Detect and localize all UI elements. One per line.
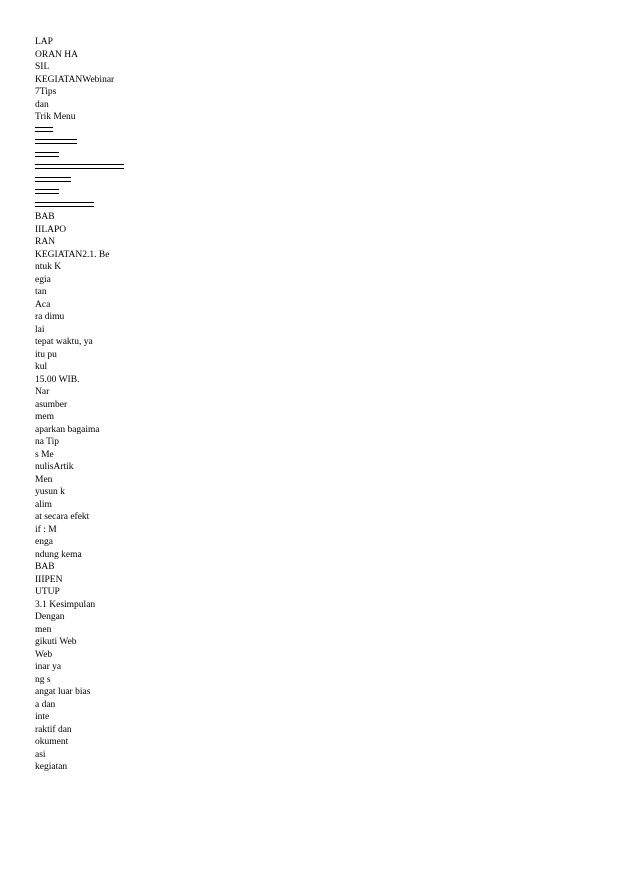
separator-rule: [35, 161, 595, 174]
text-line: men: [35, 624, 52, 635]
text-line: na Tip: [35, 437, 60, 447]
text-line: Nar: [35, 387, 50, 397]
text-line: a dan: [35, 699, 56, 710]
text-line: tepat waktu, ya: [35, 337, 93, 347]
text-line: lai: [35, 324, 45, 335]
text-line: RAN: [35, 237, 56, 247]
text-line: asumber: [35, 399, 68, 410]
text-line: IIIPEN: [35, 574, 63, 585]
separator-rule: [35, 124, 595, 137]
text-line: Trik Menu: [35, 112, 76, 122]
text-line: LAP: [35, 37, 53, 47]
text-line: UTUP: [35, 587, 60, 597]
text-line: s Me: [35, 449, 54, 460]
text-line: Web: [35, 649, 53, 660]
text-line: BAB: [35, 212, 55, 222]
text-line: BAB: [35, 562, 55, 572]
text-line: kegiatan: [35, 762, 68, 772]
text-line: aparkan bagaima: [35, 424, 100, 435]
text-line: SIL: [35, 62, 50, 72]
text-line: Men: [35, 474, 53, 485]
separator-rule: [35, 186, 595, 199]
text-line: itu pu: [35, 349, 57, 360]
text-line: inar ya: [35, 662, 62, 672]
text-line: Aca: [35, 299, 51, 310]
text-line: enga: [35, 537, 53, 547]
text-line: 3.1 Kesimpulan: [35, 599, 96, 610]
text-line: ndung kema: [35, 549, 82, 560]
text-line: ORAN HA: [35, 49, 79, 60]
text-line: IILAPO: [35, 224, 67, 235]
text-line: tan: [35, 287, 47, 297]
text-line: ra dimu: [35, 312, 65, 322]
separator-rule: [35, 174, 595, 187]
text-line: kul: [35, 362, 48, 372]
text-line: at secara efekt: [35, 512, 90, 522]
text-line: if : M: [35, 524, 57, 535]
text-line: dan: [35, 99, 49, 110]
text-line: ntuk K: [35, 262, 62, 272]
text-line: KEGIATAN2.1. Be: [35, 249, 110, 260]
text-line: ng s: [35, 674, 51, 685]
separator-rule: [35, 149, 595, 162]
text-line: 7Tips: [35, 87, 57, 97]
text-line: egia: [35, 274, 51, 285]
text-line: gikuti Web: [35, 637, 77, 647]
document-body: [35, 36, 595, 774]
text-line: okument: [35, 737, 69, 747]
separator-rule: [35, 136, 595, 149]
text-line: raktif dan: [35, 724, 72, 735]
text-line: angat luar bias: [35, 687, 91, 697]
text-line: yusun k: [35, 487, 65, 497]
text-line: inte: [35, 712, 50, 722]
text-line: Dengan: [35, 612, 65, 622]
text-line: alim: [35, 499, 52, 510]
text-line: 15.00 WIB.: [35, 374, 80, 385]
text-line: KEGIATANWebinar: [35, 74, 115, 85]
separator-rule: [35, 199, 595, 212]
text-line: asi: [35, 749, 46, 760]
text-line: mem: [35, 412, 54, 422]
text-line: nulisArtik: [35, 462, 74, 472]
